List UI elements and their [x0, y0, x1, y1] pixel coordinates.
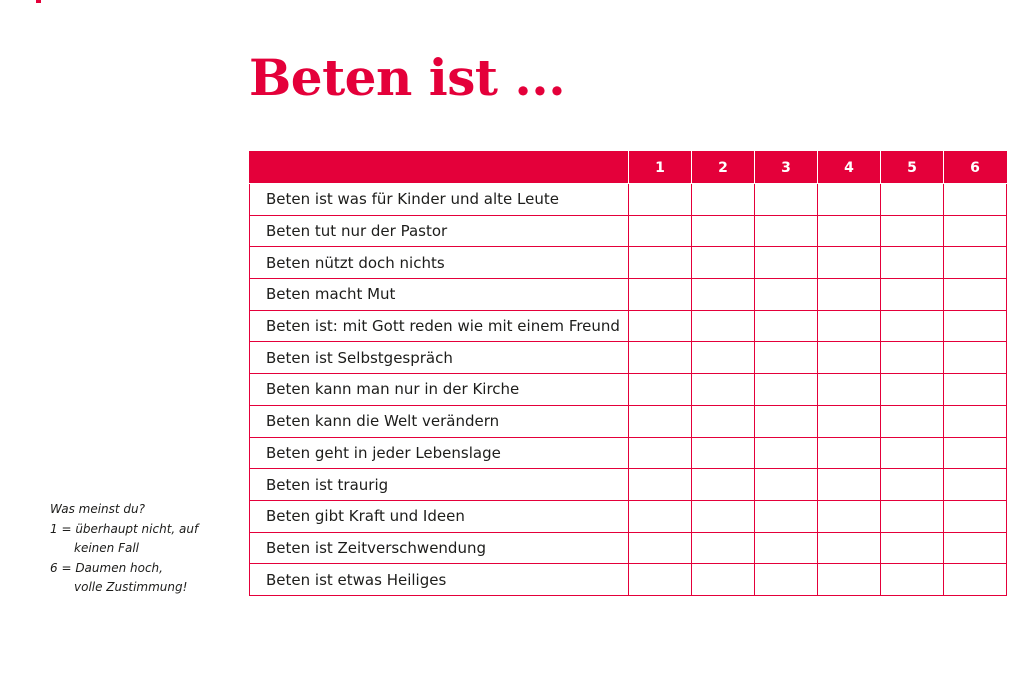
rating-cell-4[interactable] [818, 405, 881, 437]
rating-table [249, 151, 1007, 596]
rating-cell-6[interactable] [944, 342, 1007, 374]
rating-cell-2[interactable] [692, 437, 755, 469]
rating-cell-1[interactable] [629, 469, 692, 501]
table-row [250, 374, 1007, 406]
rating-cell-2[interactable] [692, 247, 755, 279]
rating-cell-5[interactable] [881, 500, 944, 532]
legend-scale-high: 6 = Daumen hoch, [50, 560, 163, 575]
rating-cell-5[interactable] [881, 215, 944, 247]
rating-cell-6[interactable] [944, 437, 1007, 469]
statement-cell: Beten nützt doch nichts [250, 247, 629, 279]
legend-scale-high-cont: volle Zustimmung! [74, 580, 188, 594]
table-row [250, 279, 1007, 311]
rating-cell-6[interactable] [944, 564, 1007, 596]
rating-cell-1[interactable] [629, 279, 692, 311]
rating-cell-5[interactable] [881, 247, 944, 279]
statement-cell: Beten ist: mit Gott reden wie mit einem Freund [250, 310, 629, 342]
header-cell-4: 4 [818, 152, 881, 184]
rating-cell-2[interactable] [692, 500, 755, 532]
rating-cell-4[interactable] [818, 564, 881, 596]
table-row [250, 247, 1007, 279]
header-cell-statement [250, 152, 629, 184]
table-row [250, 532, 1007, 564]
legend-scale-low: 1 = überhaupt nicht, auf [50, 521, 199, 536]
legend-scale-low-cont: keinen Fall [74, 541, 139, 555]
rating-cell-4[interactable] [818, 279, 881, 311]
rating-cell-2[interactable] [692, 215, 755, 247]
rating-cell-2[interactable] [692, 342, 755, 374]
rating-cell-4[interactable] [818, 437, 881, 469]
rating-cell-6[interactable] [944, 469, 1007, 501]
table-row [250, 405, 1007, 437]
rating-cell-2[interactable] [692, 564, 755, 596]
rating-cell-5[interactable] [881, 405, 944, 437]
statement-cell: Beten ist was für Kinder und alte Leute [250, 184, 629, 216]
header-cell-6: 6 [944, 152, 1007, 184]
rating-cell-1[interactable] [629, 247, 692, 279]
rating-cell-3[interactable] [755, 247, 818, 279]
corner-mark [36, 0, 41, 3]
rating-cell-6[interactable] [944, 310, 1007, 342]
rating-cell-6[interactable] [944, 215, 1007, 247]
rating-cell-4[interactable] [818, 469, 881, 501]
rating-cell-1[interactable] [629, 437, 692, 469]
legend-question: Was meinst du? [50, 502, 146, 516]
rating-cell-3[interactable] [755, 469, 818, 501]
rating-cell-1[interactable] [629, 500, 692, 532]
rating-cell-5[interactable] [881, 342, 944, 374]
rating-cell-4[interactable] [818, 310, 881, 342]
statement-cell: Beten gibt Kraft und Ideen [250, 500, 629, 532]
rating-cell-1[interactable] [629, 215, 692, 247]
rating-cell-5[interactable] [881, 437, 944, 469]
rating-cell-6[interactable] [944, 184, 1007, 216]
rating-legend [50, 500, 230, 598]
header-cell-5: 5 [881, 152, 944, 184]
rating-cell-4[interactable] [818, 184, 881, 216]
rating-cell-6[interactable] [944, 279, 1007, 311]
rating-cell-1[interactable] [629, 374, 692, 406]
rating-cell-4[interactable] [818, 500, 881, 532]
rating-cell-3[interactable] [755, 310, 818, 342]
rating-cell-6[interactable] [944, 247, 1007, 279]
rating-cell-5[interactable] [881, 279, 944, 311]
rating-cell-2[interactable] [692, 374, 755, 406]
table-row [250, 564, 1007, 596]
rating-cell-2[interactable] [692, 532, 755, 564]
statement-cell: Beten ist Selbstgespräch [250, 342, 629, 374]
table-body [250, 184, 1007, 596]
rating-cell-6[interactable] [944, 500, 1007, 532]
rating-cell-3[interactable] [755, 437, 818, 469]
rating-cell-1[interactable] [629, 405, 692, 437]
rating-cell-3[interactable] [755, 374, 818, 406]
rating-cell-6[interactable] [944, 374, 1007, 406]
statement-cell: Beten ist Zeitverschwendung [250, 532, 629, 564]
table-row [250, 184, 1007, 216]
rating-cell-5[interactable] [881, 532, 944, 564]
rating-cell-4[interactable] [818, 247, 881, 279]
rating-cell-3[interactable] [755, 405, 818, 437]
table-row [250, 215, 1007, 247]
rating-cell-5[interactable] [881, 564, 944, 596]
statement-cell: Beten ist traurig [250, 469, 629, 501]
rating-cell-5[interactable] [881, 184, 944, 216]
rating-cell-2[interactable] [692, 469, 755, 501]
table-row [250, 342, 1007, 374]
rating-cell-1[interactable] [629, 310, 692, 342]
header-cell-2: 2 [692, 152, 755, 184]
table-row [250, 469, 1007, 501]
statement-cell: Beten geht in jeder Lebenslage [250, 437, 629, 469]
rating-cell-3[interactable] [755, 342, 818, 374]
rating-cell-3[interactable] [755, 279, 818, 311]
rating-cell-1[interactable] [629, 184, 692, 216]
rating-cell-2[interactable] [692, 279, 755, 311]
header-cell-1: 1 [629, 152, 692, 184]
statement-cell: Beten tut nur der Pastor [250, 215, 629, 247]
rating-cell-4[interactable] [818, 342, 881, 374]
rating-cell-5[interactable] [881, 469, 944, 501]
rating-cell-5[interactable] [881, 374, 944, 406]
statement-cell: Beten ist etwas Heiliges [250, 564, 629, 596]
table-row [250, 437, 1007, 469]
rating-cell-1[interactable] [629, 342, 692, 374]
rating-cell-3[interactable] [755, 532, 818, 564]
rating-cell-2[interactable] [692, 405, 755, 437]
rating-cell-2[interactable] [692, 184, 755, 216]
rating-cell-6[interactable] [944, 405, 1007, 437]
rating-cell-2[interactable] [692, 310, 755, 342]
rating-cell-4[interactable] [818, 215, 881, 247]
table-row [250, 310, 1007, 342]
rating-cell-6[interactable] [944, 532, 1007, 564]
rating-cell-1[interactable] [629, 564, 692, 596]
table-row [250, 500, 1007, 532]
statement-cell: Beten macht Mut [250, 279, 629, 311]
rating-cell-3[interactable] [755, 500, 818, 532]
rating-cell-3[interactable] [755, 564, 818, 596]
rating-cell-3[interactable] [755, 215, 818, 247]
rating-cell-1[interactable] [629, 532, 692, 564]
statement-cell: Beten kann man nur in der Kirche [250, 374, 629, 406]
header-cell-3: 3 [755, 152, 818, 184]
rating-cell-4[interactable] [818, 532, 881, 564]
rating-cell-4[interactable] [818, 374, 881, 406]
table-header-row [250, 152, 1007, 184]
rating-cell-5[interactable] [881, 310, 944, 342]
page-title: Beten ist ... [249, 48, 566, 107]
rating-cell-3[interactable] [755, 184, 818, 216]
statement-cell: Beten kann die Welt verändern [250, 405, 629, 437]
